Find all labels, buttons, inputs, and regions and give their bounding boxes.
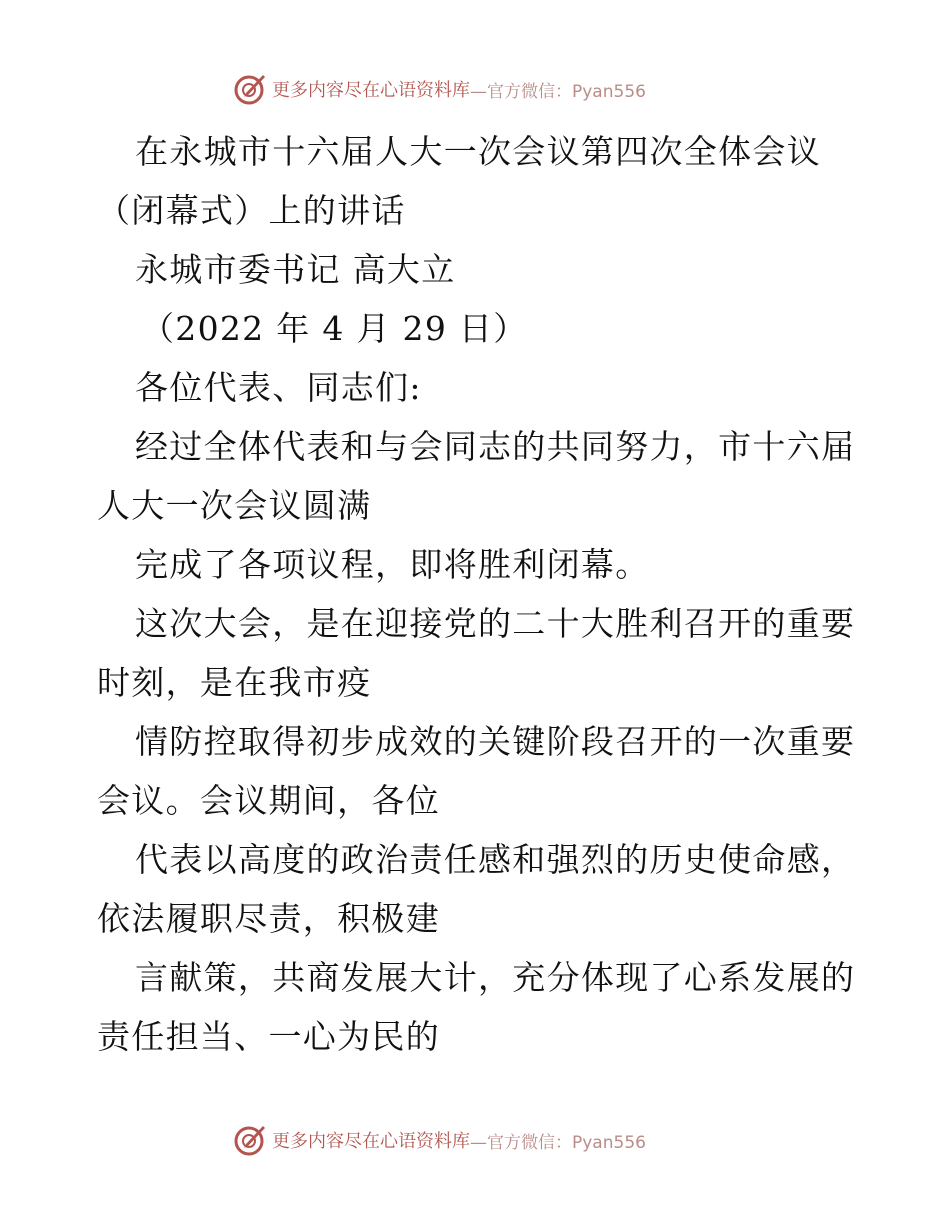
watermark-contact-text: —官方微信：Pyan556 xyxy=(470,81,646,102)
paragraph-line: 言献策，共商发展大计，充分体现了心系发展的 xyxy=(135,958,856,997)
paragraph-line: 代表以高度的政治责任感和强烈的历史使命感， xyxy=(135,840,856,879)
watermark-main-text: 更多内容尽在心语资料库 xyxy=(272,80,470,101)
paragraph-line: 时刻，是在我市疫 xyxy=(97,663,372,702)
paragraph-line: 会议。会议期间，各位 xyxy=(97,781,440,820)
author-line: 永城市委书记 高大立 xyxy=(135,250,456,289)
watermark-contact-text: —官方微信：Pyan556 xyxy=(470,1132,646,1153)
quill-logo-icon xyxy=(232,1122,268,1158)
paragraph-line: 完成了各项议程，即将胜利闭幕。 xyxy=(135,545,650,584)
paragraph-line: 经过全体代表和与会同志的共同努力，市十六届 xyxy=(135,427,856,466)
date-line: （2022 年 4 月 29 日） xyxy=(141,309,528,348)
paragraph-line: 这次大会，是在迎接党的二十大胜利召开的重要 xyxy=(135,604,856,643)
watermark-footer xyxy=(232,1122,752,1158)
paragraph-line: 依法履职尽责，积极建 xyxy=(97,899,440,938)
title-line-1: 在永城市十六届人大一次会议第四次全体会议 xyxy=(135,132,821,171)
paragraph-line: 情防控取得初步成效的关键阶段召开的一次重要 xyxy=(135,722,856,761)
title-line-2: （闭幕式）上的讲话 xyxy=(97,191,406,230)
quill-logo-icon xyxy=(232,71,268,107)
paragraph-line: 人大一次会议圆满 xyxy=(97,486,372,525)
watermark-header xyxy=(232,71,752,107)
speech-body xyxy=(97,122,857,1066)
watermark-main-text: 更多内容尽在心语资料库 xyxy=(272,1131,470,1152)
salutation-line: 各位代表、同志们: xyxy=(135,368,422,407)
paragraph-line: 责任担当、一心为民的 xyxy=(97,1017,440,1056)
